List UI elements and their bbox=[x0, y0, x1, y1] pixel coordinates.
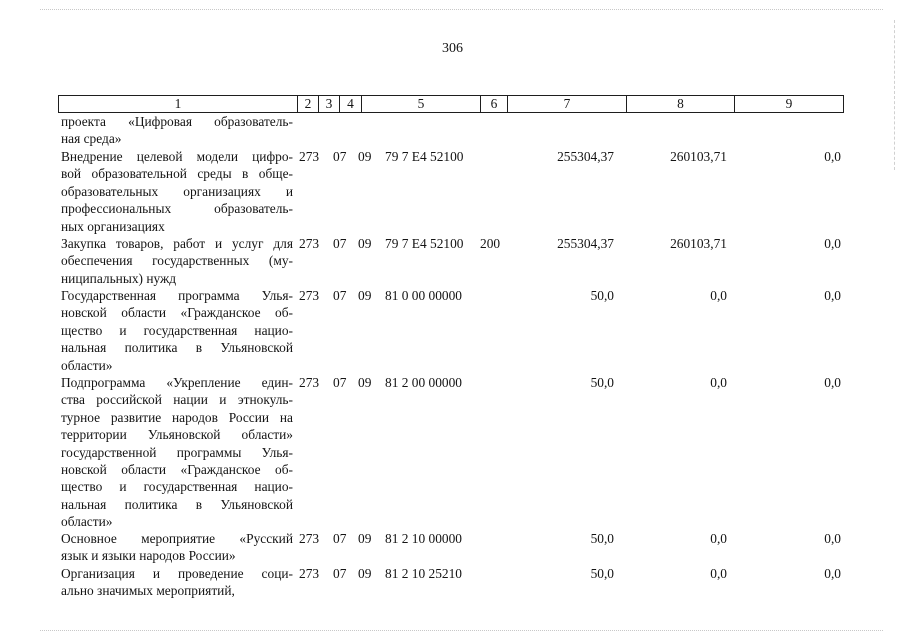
description-line: нальная политика в Ульяновской bbox=[61, 340, 293, 356]
row-description bbox=[61, 530, 293, 565]
section-code: 07 bbox=[333, 236, 347, 251]
subsection-code: 09 bbox=[358, 149, 372, 164]
header-col-4: 4 bbox=[339, 96, 361, 112]
description-line: области» bbox=[61, 514, 113, 530]
target-article-code: 81 2 00 00000 bbox=[385, 375, 462, 390]
grbs-code: 273 bbox=[299, 531, 320, 546]
amount-col-8: 0,0 bbox=[710, 375, 727, 390]
grbs-code: 273 bbox=[299, 236, 320, 251]
header-col-7: 7 bbox=[507, 96, 626, 112]
amount-col-7: 50,0 bbox=[590, 531, 614, 546]
grbs-code: 273 bbox=[299, 149, 320, 164]
header-col-3: 3 bbox=[318, 96, 339, 112]
description-line: язык и языки народов России» bbox=[61, 548, 236, 564]
amount-col-8: 260103,71 bbox=[670, 236, 727, 251]
description-line: ниципальных) нужд bbox=[61, 270, 177, 286]
section-code: 07 bbox=[333, 566, 347, 581]
scan-artifact-bottom bbox=[40, 630, 883, 631]
amount-col-9: 0,0 bbox=[824, 288, 841, 303]
row-description bbox=[61, 148, 293, 235]
description-line: Организация и проведение соци- bbox=[61, 566, 293, 581]
amount-col-7: 50,0 bbox=[590, 288, 614, 303]
amount-col-8: 0,0 bbox=[710, 288, 727, 303]
subsection-code: 09 bbox=[358, 566, 372, 581]
description-line: территории Ульяновской области» bbox=[61, 427, 293, 443]
amount-col-9: 0,0 bbox=[824, 566, 841, 581]
table-header bbox=[58, 95, 844, 113]
subsection-code: 09 bbox=[358, 288, 372, 303]
target-article-code: 79 7 E4 52100 bbox=[385, 149, 464, 164]
description-line: Подпрограмма «Укрепление един- bbox=[61, 375, 293, 390]
description-line: новской области «Гражданское об- bbox=[61, 305, 293, 321]
description-line: проекта «Цифровая образователь- bbox=[61, 114, 293, 129]
amount-col-8: 260103,71 bbox=[670, 149, 727, 164]
row-description bbox=[61, 235, 293, 287]
grbs-code: 273 bbox=[299, 288, 320, 303]
description-line: щество и государственная нацио- bbox=[61, 322, 293, 338]
subsection-code: 09 bbox=[358, 236, 372, 251]
target-article-code: 81 2 10 00000 bbox=[385, 531, 462, 546]
description-line: профессиональных образователь- bbox=[61, 201, 293, 217]
subsection-code: 09 bbox=[358, 531, 372, 546]
amount-col-9: 0,0 bbox=[824, 375, 841, 390]
description-line: Основное мероприятие «Русский bbox=[61, 531, 293, 546]
amount-col-9: 0,0 bbox=[824, 149, 841, 164]
description-line: вой образовательной среды в обще- bbox=[61, 166, 293, 182]
header-col-5: 5 bbox=[361, 96, 480, 112]
row-description bbox=[61, 113, 293, 148]
header-col-9: 9 bbox=[734, 96, 843, 112]
row-description bbox=[61, 287, 293, 374]
page-number: 306 bbox=[442, 41, 463, 56]
description-line: Закупка товаров, работ и услуг для bbox=[61, 236, 293, 251]
description-line: государственной программы Улья- bbox=[61, 444, 293, 460]
description-line: ально значимых мероприятий, bbox=[61, 583, 235, 599]
header-col-1: 1 bbox=[174, 96, 182, 111]
section-code: 07 bbox=[333, 531, 347, 546]
target-article-code: 81 2 10 25210 bbox=[385, 566, 462, 581]
description-line: турное развитие народов России на bbox=[61, 409, 293, 425]
grbs-code: 273 bbox=[299, 375, 320, 390]
row-description bbox=[61, 374, 293, 531]
expense-type-code: 200 bbox=[480, 236, 501, 251]
amount-col-8: 0,0 bbox=[710, 566, 727, 581]
amount-col-9: 0,0 bbox=[824, 236, 841, 251]
header-col-6: 6 bbox=[480, 96, 507, 112]
description-line: нальная политика в Ульяновской bbox=[61, 496, 293, 512]
amount-col-7: 255304,37 bbox=[557, 236, 614, 251]
description-line: Внедрение целевой модели цифро- bbox=[61, 149, 293, 164]
description-line: образовательных организациях и bbox=[61, 183, 293, 199]
description-line: области» bbox=[61, 357, 113, 373]
description-line: щество и государственная нацио- bbox=[61, 479, 293, 495]
header-col-8: 8 bbox=[626, 96, 734, 112]
amount-col-9: 0,0 bbox=[824, 531, 841, 546]
description-line: новской области «Гражданское об- bbox=[61, 461, 293, 477]
description-line: ная среда» bbox=[61, 131, 122, 147]
description-line: ства российской нации и этнокуль- bbox=[61, 392, 293, 408]
subsection-code: 09 bbox=[358, 375, 372, 390]
amount-col-7: 50,0 bbox=[590, 566, 614, 581]
grbs-code: 273 bbox=[299, 566, 320, 581]
target-article-code: 79 7 E4 52100 bbox=[385, 236, 464, 251]
section-code: 07 bbox=[333, 375, 347, 390]
amount-col-8: 0,0 bbox=[710, 531, 727, 546]
amount-col-7: 50,0 bbox=[590, 375, 614, 390]
target-article-code: 81 0 00 00000 bbox=[385, 288, 462, 303]
amount-col-7: 255304,37 bbox=[557, 149, 614, 164]
description-line: обеспечения государственных (му- bbox=[61, 253, 293, 269]
section-code: 07 bbox=[333, 149, 347, 164]
section-code: 07 bbox=[333, 288, 347, 303]
scan-artifact-top bbox=[40, 9, 883, 10]
row-description bbox=[61, 565, 293, 600]
description-line: ных организациях bbox=[61, 218, 165, 234]
description-line: Государственная программа Улья- bbox=[61, 288, 293, 303]
header-col-2: 2 bbox=[297, 96, 318, 112]
